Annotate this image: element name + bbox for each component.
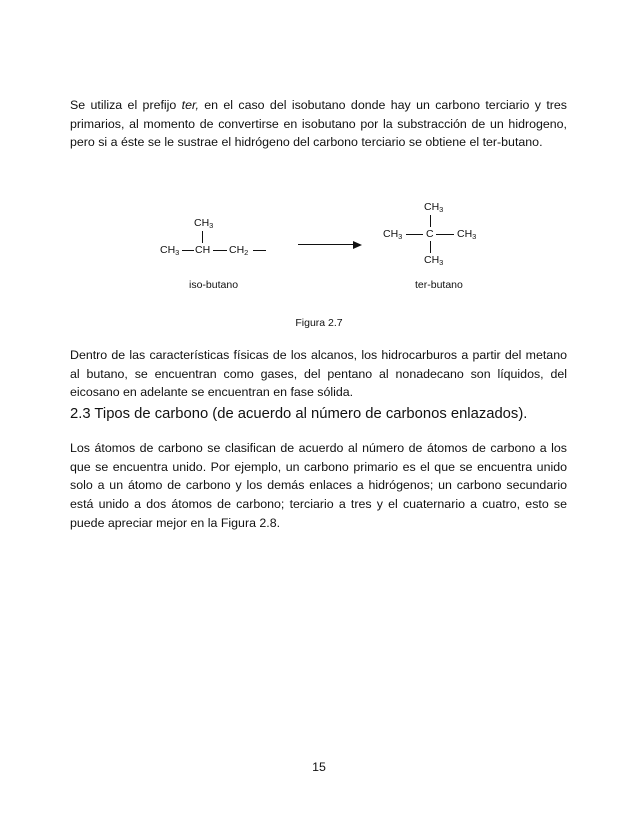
ter-ch3-right: $CH_3$ xyxy=(457,228,477,241)
ter-bond-right xyxy=(436,234,454,235)
paragraph-text: Se utiliza el prefijo xyxy=(70,98,182,112)
paragraph-physical-properties: Dentro de las características físicas de los alcanos, los hidrocarburos a partir del metano al butano, se encuentran como gases, del pentano al nonadecano son líquidos, del eicosano en adelante se encuentran en fase sólida. xyxy=(70,348,567,400)
iso-ch2-right: $CH_2$ xyxy=(229,244,249,257)
figure-caption: Figura 2.7 xyxy=(295,317,343,329)
page-number: 15 xyxy=(312,760,326,774)
paragraph-ter-prefix xyxy=(70,96,567,152)
ter-ch3-bottom: $CH_3$ xyxy=(424,254,444,267)
paragraph-carbon-types: Los átomos de carbono se clasifican de acuerdo al número de átomos de carbono a los que se encuentra unido. Por ejemplo, un carbono primario es el que se encuentra unido solo a un átomo de carbono y los demás enlaces a hidrógenos; un carbono secundario está unido a dos átomos de carbono; terciario a tres y el cuaternario a cuatro, esto se puede apreciar mejor en la Figura 2.8. xyxy=(70,441,567,530)
iso-open-bond xyxy=(253,250,266,251)
iso-bond-left xyxy=(182,250,194,251)
iso-vertical-bond xyxy=(202,231,203,243)
italic-term-ter: ter, xyxy=(181,98,199,112)
paragraph-text: en el caso del isobutano donde hay un carbono terciario y tres primarios, al momento de convertirse en isobutano por la substracción de un hidrogeno, pero si a éste se le sustrae el hidrógeno del carbono terciario se obtiene el ter-butano. xyxy=(70,98,567,150)
reaction-arrow-shaft xyxy=(298,244,353,245)
section-heading: 2.3 Tipos de carbono (de acuerdo al número de carbonos enlazados). xyxy=(70,406,528,422)
iso-butano-label: iso-butano xyxy=(189,279,239,291)
ter-c-center: C xyxy=(426,228,434,240)
iso-ch-center: CH xyxy=(195,244,211,256)
ter-butano-label: ter-butano xyxy=(415,279,463,291)
ter-bond-bottom xyxy=(430,241,431,253)
reaction-arrow-head xyxy=(353,241,362,249)
iso-ch3-top: $CH_3$ xyxy=(194,217,214,230)
iso-bond-right xyxy=(213,250,227,251)
ter-bond-left xyxy=(406,234,423,235)
ter-ch3-left: $CH_3$ xyxy=(383,228,403,241)
iso-ch3-left: $CH_3$ xyxy=(160,244,180,257)
ter-ch3-top: $CH_3$ xyxy=(424,201,444,214)
ter-bond-top xyxy=(430,215,431,227)
